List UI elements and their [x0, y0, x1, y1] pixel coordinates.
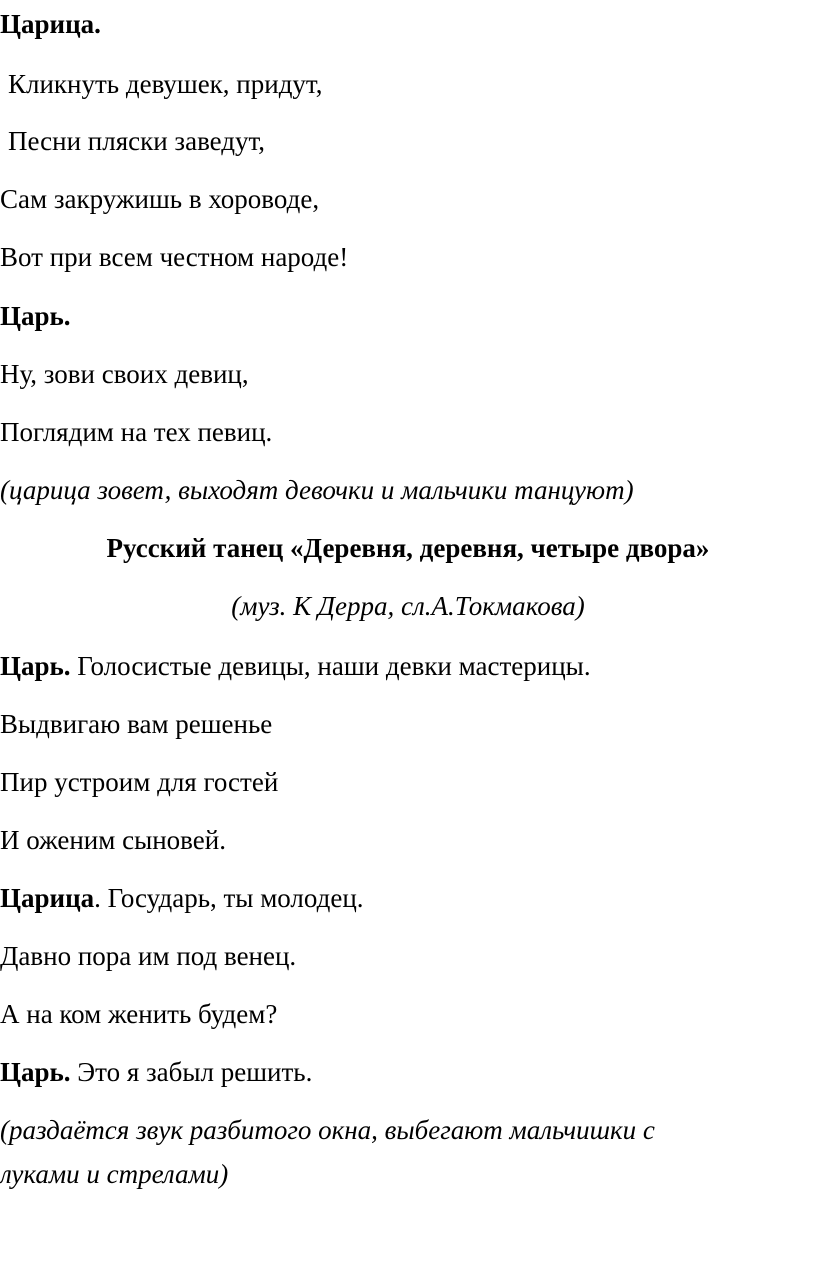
verse-line: Сам закружишь в хороводе, — [0, 184, 320, 214]
speaker-tsar: Царь. — [0, 1057, 71, 1087]
speaker-tsar: Царь. — [0, 301, 71, 331]
verse-line: Давно пора им под венец. — [0, 941, 297, 971]
dialogue-text: Голосистые девицы, наши девки мастерицы. — [70, 651, 591, 681]
verse-line: И оженим сыновей. — [0, 825, 226, 855]
verse-line: Выдвигаю вам решенье — [0, 709, 273, 739]
stage-direction: луками и стрелами) — [0, 1159, 229, 1189]
verse-line: Ну, зови своих девиц, — [0, 359, 249, 389]
speaker-tsar: Царь. — [0, 651, 71, 681]
verse-line: Кликнуть девушек, придут, — [8, 69, 323, 99]
dialogue-line — [0, 1056, 312, 1088]
verse-line: Пир устроим для гостей — [0, 767, 279, 797]
dialogue-text: . Государь, ты молодец. — [94, 883, 364, 913]
dance-title: Русский танец «Деревня, деревня, четыре двора» — [106, 533, 710, 563]
dialogue-text: Это я забыл решить. — [70, 1057, 313, 1087]
dialogue-line — [0, 882, 364, 914]
speaker-tsaritsa: Царица — [0, 883, 95, 913]
verse-line: Песни пляски заведут, — [8, 126, 266, 156]
stage-direction: (царица зовет, выходят девочки и мальчики танцуют) — [0, 475, 634, 505]
dialogue-line — [0, 650, 591, 682]
verse-line: Поглядим на тех певиц. — [0, 417, 273, 447]
dance-credits: (муз. К Дерра, сл.А.Токмакова) — [231, 591, 585, 621]
verse-line: Вот при всем честном народе! — [0, 242, 349, 272]
stage-direction: (раздаётся звук разбитого окна, выбегают мальчишки с — [0, 1115, 655, 1145]
verse-line: А на ком женить будем? — [0, 999, 278, 1029]
speaker-tsaritsa: Царица. — [0, 9, 101, 39]
